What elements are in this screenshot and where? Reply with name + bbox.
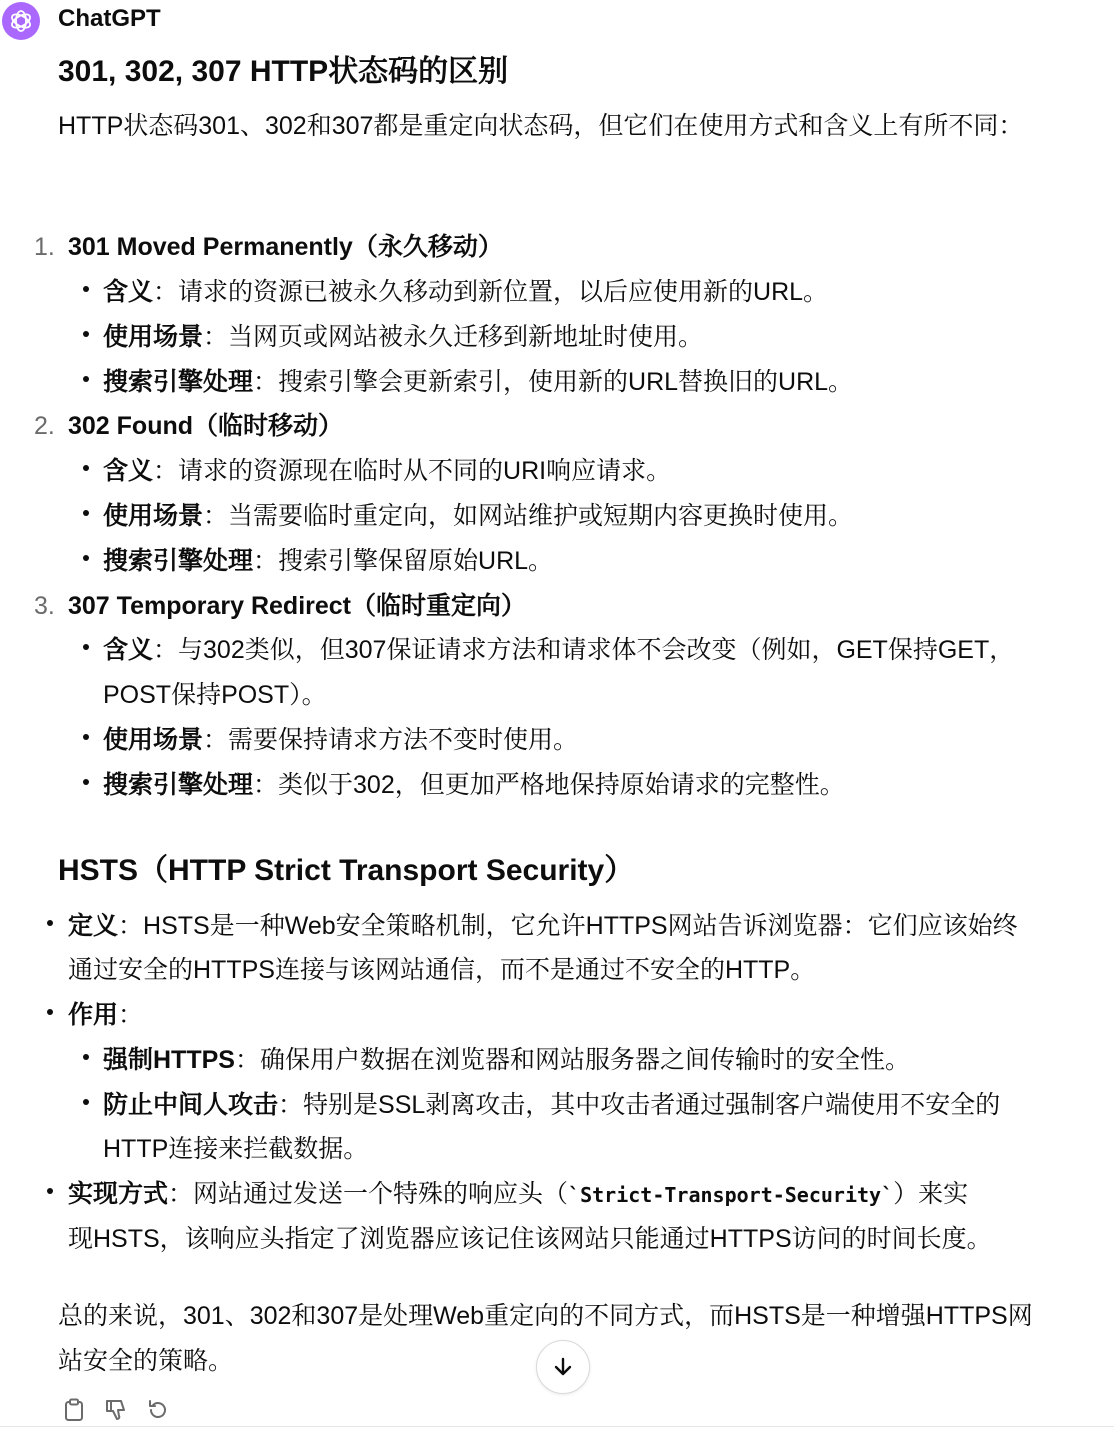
list-number: 3. (34, 592, 55, 620)
hsts-implementation: 实现方式：网站通过发送一个特殊的响应头（`Strict-Transport-Security`）来实 (68, 1180, 969, 1208)
bullet (83, 331, 89, 337)
regenerate-icon (146, 1398, 170, 1422)
bullet (83, 1054, 89, 1060)
sender-name: ChatGPT (58, 5, 161, 32)
list-number: 2. (34, 412, 55, 440)
bullet (47, 920, 53, 926)
code-heading-307: 307 Temporary Redirect（临时重定向） (68, 592, 526, 620)
code-heading-302: 302 Found（临时移动） (68, 412, 344, 440)
list-item: 防止中间人攻击：特别是SSL剥离攻击，其中攻击者通过强制客户端使用不安全的 (103, 1091, 1001, 1119)
dislike-button[interactable] (102, 1396, 130, 1424)
bullet (83, 376, 89, 382)
bullet (83, 510, 89, 516)
divider (0, 1426, 1114, 1427)
bullet (83, 465, 89, 471)
hsts-definition-continuation: 通过安全的HTTPS连接与该网站通信，而不是通过不安全的HTTP。 (68, 956, 816, 984)
copy-icon (63, 1398, 85, 1422)
thumbs-down-icon (104, 1398, 128, 1422)
hsts-heading: HSTS（HTTP Strict Transport Security） (58, 854, 635, 887)
list-item: 强制HTTPS：确保用户数据在浏览器和网站服务器之间传输时的安全性。 (103, 1046, 910, 1074)
avatar (2, 2, 40, 40)
copy-button[interactable] (60, 1396, 88, 1424)
intro-paragraph: HTTP状态码301、302和307都是重定向状态码，但它们在使用方式和含义上有所不同： (58, 112, 1024, 140)
list-item: 搜索引擎处理：类似于302，但更加严格地保持原始请求的完整性。 (103, 771, 845, 799)
bullet (83, 1099, 89, 1105)
list-item: 含义：请求的资源已被永久移动到新位置，以后应使用新的URL。 (103, 278, 829, 306)
bullet (83, 644, 89, 650)
list-item-continuation: POST保持POST）。 (103, 681, 327, 709)
hsts-role: 作用： (68, 1001, 144, 1029)
list-item: 含义：与302类似，但307保证请求方法和请求体不会改变（例如，GET保持GET， (103, 636, 1015, 664)
bullet (83, 555, 89, 561)
list-item: 使用场景：当网页或网站被永久迁移到新地址时使用。 (103, 323, 704, 351)
regenerate-button[interactable] (144, 1396, 172, 1424)
list-item-continuation: HTTP连接来拦截数据。 (103, 1135, 369, 1163)
openai-logo-icon (8, 8, 34, 34)
hsts-implementation-continuation: 现HSTS，该响应头指定了浏览器应该记住该网站只能通过HTTPS访问的时间长度。 (68, 1225, 992, 1253)
hsts-definition: 定义：HSTS是一种Web安全策略机制，它允许HTTPS网站告诉浏览器：它们应该始终 (68, 912, 1018, 940)
bullet (47, 1009, 53, 1015)
message-actions (60, 1396, 172, 1424)
list-item: 搜索引擎处理：搜索引擎会更新索引，使用新的URL替换旧的URL。 (103, 368, 854, 396)
arrow-down-icon (551, 1355, 575, 1379)
list-item: 含义：请求的资源现在临时从不同的URI响应请求。 (103, 457, 672, 485)
bullet (83, 286, 89, 292)
list-item: 使用场景：需要保持请求方法不变时使用。 (103, 726, 579, 754)
bullet (83, 734, 89, 740)
page-title: 301, 302, 307 HTTP状态码的区别 (58, 55, 509, 88)
list-item: 搜索引擎处理：搜索引擎保留原始URL。 (103, 547, 554, 575)
inline-code: `Strict-Transport-Security` (568, 1183, 894, 1207)
scroll-to-bottom-button[interactable] (536, 1340, 590, 1394)
list-item: 使用场景：当需要临时重定向，如网站维护或短期内容更换时使用。 (103, 502, 854, 530)
bullet (83, 779, 89, 785)
summary-paragraph: 总的来说，301、302和307是处理Web重定向的不同方式，而HSTS是一种增强HTTPS网站安全的策略。 (58, 1302, 1033, 1375)
code-heading-301: 301 Moved Permanently（永久移动） (68, 233, 503, 261)
bullet (47, 1188, 53, 1194)
list-number: 1. (34, 233, 55, 261)
